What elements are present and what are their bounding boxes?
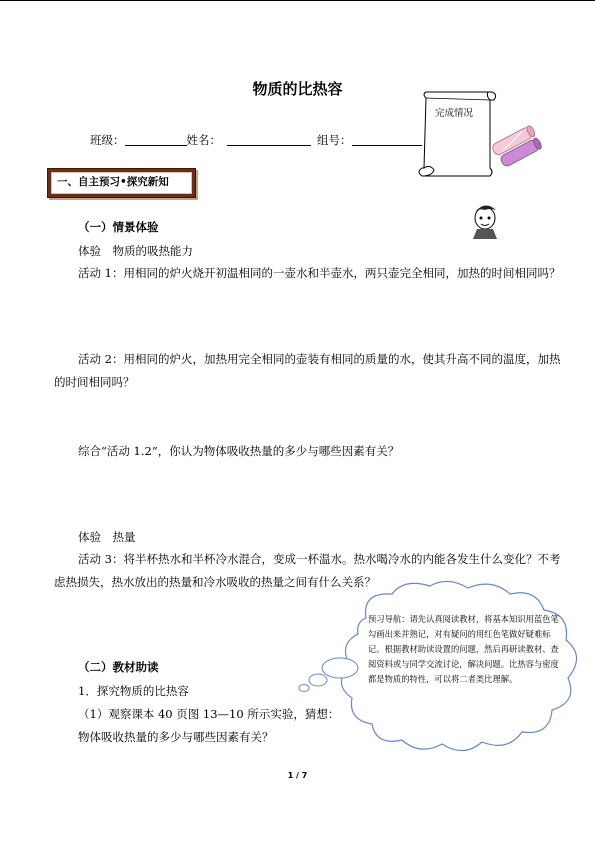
group-label: 组号：	[317, 133, 352, 147]
activity-2-text: 活动 2：用相同的炉火，加热用完全相同的壶装有相同的质量的水，使其升高不同的温度，加热的时间相同吗？	[54, 352, 561, 389]
experience-1-title: 体验 物质的吸热能力	[78, 244, 193, 258]
textbook-heading: （二）教材助读	[78, 660, 159, 674]
name-blank[interactable]	[227, 133, 311, 146]
page-title: 物质的比热容	[252, 80, 343, 98]
top-rule	[0, 0, 595, 1]
summary-question: 综合“活动 1.2”，你认为物体吸收热量的多少与哪些因素有关？	[78, 444, 400, 458]
situation-heading: （一）情景体验	[78, 220, 159, 234]
group-blank[interactable]	[352, 133, 422, 146]
activity-1-text: 活动 1：用相同的炉火烧开初温相同的一壶水和半壶水，两只壶完全相同，加热的时间相同吗？	[78, 266, 561, 280]
activity-3-text: 活动 3：将半杯热水和半杯冷水混合，变成一杯温水。热水喝冷水的内能各发生什么变化？不考虑热损失，热水放出的热量和冷水吸收的热量之间有什么关系？	[54, 552, 561, 589]
student-info-line	[90, 132, 422, 148]
section-banner	[47, 168, 196, 198]
experience-2-title: 体验 热量	[78, 530, 136, 544]
preview-guide-text: 预习导航：请先认真阅读教材，将基本知识用蓝色笔勾画出来并熟记，对有疑问的用红色笔做好疑难标记。根据教材助读设置的问题，然后再研读教材、查阅资料或与同学交流讨论，解决问题。比热容与密度都是物质的特性，可以将二者类比理解。	[368, 614, 559, 684]
cartoon-student-icon	[468, 200, 502, 240]
name-label: 姓名：	[186, 133, 221, 147]
completion-scroll-icon	[412, 88, 500, 180]
textbook-item-1-2: 物体吸收热量的多少与哪些因素有关？	[78, 730, 274, 744]
page-number: 1 / 7	[287, 771, 308, 780]
completion-label: 完成情况	[435, 108, 474, 119]
textbook-item-1-1: （1）观察课本 40 页图 13—10 所示实验，猜想：	[78, 707, 340, 721]
section-banner-text: 一、自主预习•探究新知	[57, 176, 169, 188]
class-label: 班级：	[90, 133, 125, 147]
rolled-scrolls-icon	[488, 120, 544, 172]
textbook-item-1: 1．探究物质的比热容	[78, 684, 189, 698]
class-blank[interactable]	[125, 133, 187, 146]
